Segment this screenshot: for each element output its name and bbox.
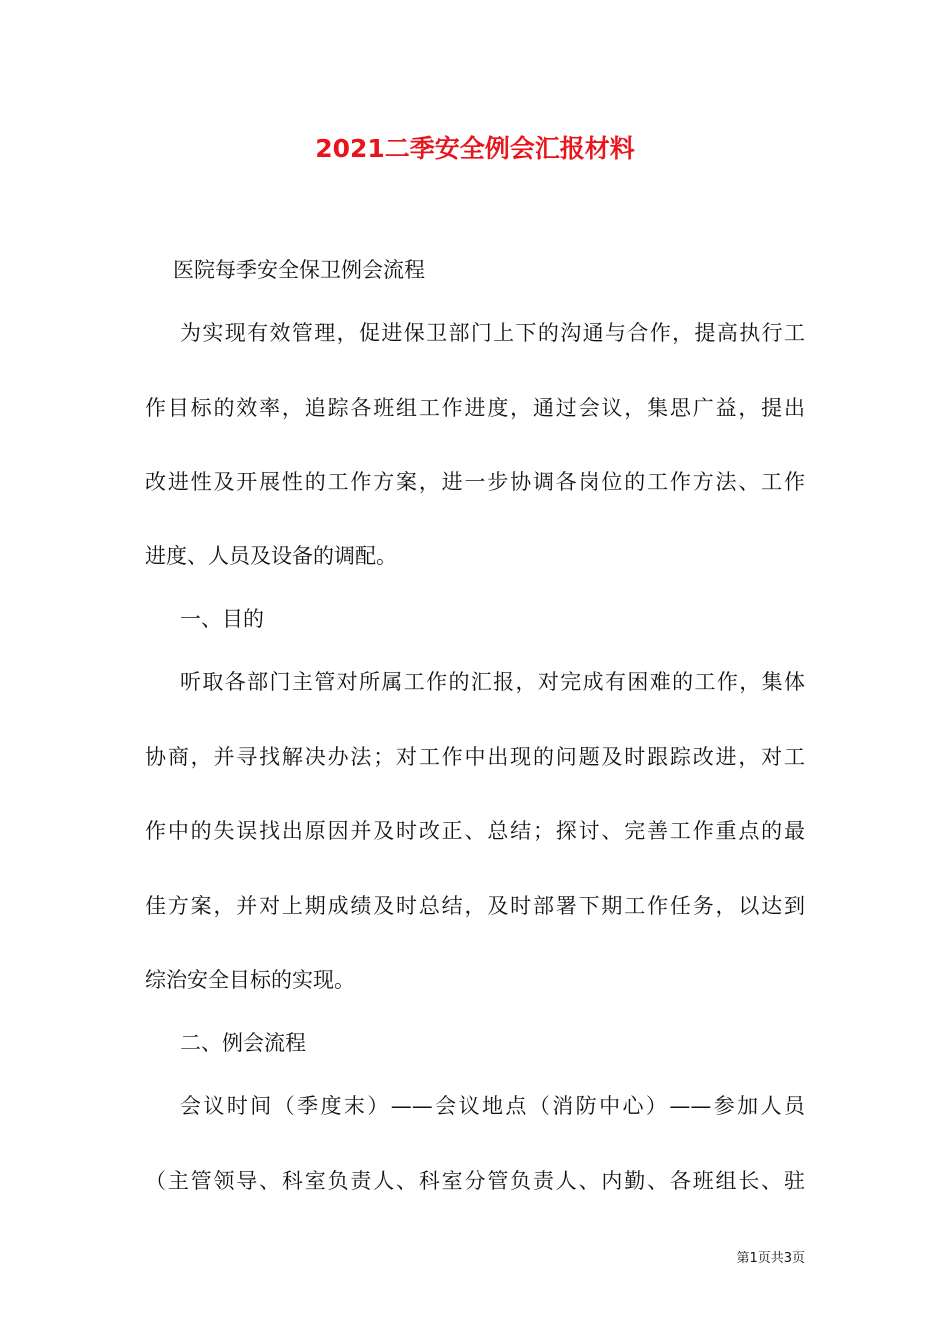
paragraph-line: 听取各部门主管对所属工作的汇报，对完成有困难的工作，集体: [180, 670, 805, 694]
section-heading-process: 医院每季安全保卫例会流程: [173, 258, 425, 282]
paragraph-line: 会议时间（季度末）——会议地点（消防中心）——参加人员: [180, 1094, 805, 1118]
paragraph-line: （主管领导、科室负责人、科室分管负责人、内勤、各班组长、驻: [145, 1169, 805, 1193]
paragraph-line: 佳方案，并对上期成绩及时总结，及时部署下期工作任务，以达到: [145, 894, 805, 918]
section-heading-purpose: 一、目的: [180, 607, 264, 631]
paragraph-line: 协商，并寻找解决办法；对工作中出现的问题及时跟踪改进，对工: [145, 745, 805, 769]
paragraph-line: 进度、人员及设备的调配。: [145, 544, 397, 568]
document-title: 2021二季安全例会汇报材料: [315, 134, 635, 163]
paragraph-line: 作中的失误找出原因并及时改正、总结；探讨、完善工作重点的最: [145, 819, 805, 843]
paragraph-line: 作目标的效率，追踪各班组工作进度，通过会议，集思广益，提出: [145, 396, 805, 420]
paragraph-line: 为实现有效管理，促进保卫部门上下的沟通与合作，提高执行工: [180, 321, 805, 345]
section-heading-meeting-flow: 二、例会流程: [180, 1031, 306, 1055]
paragraph-line: 改进性及开展性的工作方案，进一步协调各岗位的工作方法、工作: [145, 470, 805, 494]
paragraph-line: 综治安全目标的实现。: [145, 968, 355, 992]
page-number: 第1页共3页: [736, 1251, 805, 1266]
